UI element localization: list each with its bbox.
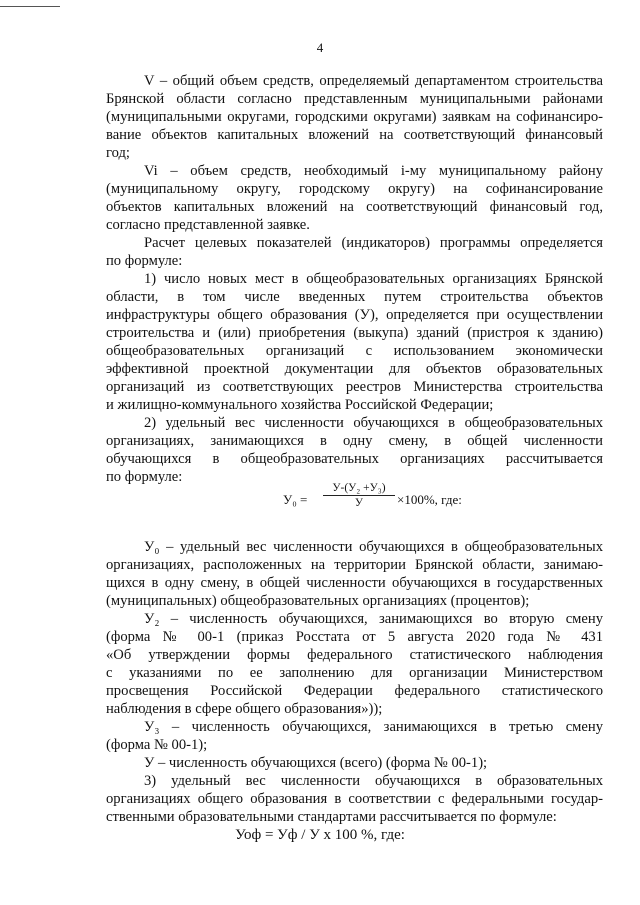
text-line: согласно представленной заявке. — [106, 217, 310, 233]
text-line: объектов капитальных вложений на соответствующий финансовый год, — [106, 199, 603, 215]
text-line: эффективной проектной документации для объектов образовательных — [106, 361, 603, 377]
text-line: V – общий объем средств, определяемый департаментом строительства — [144, 73, 603, 89]
text-line: Vi – объем средств, необходимый i-му муниципальному району — [144, 163, 603, 179]
text-line: щихся в одну смену, в общей численности обучающихся в государственных — [106, 575, 603, 591]
text-line: (форма № 00-1); — [106, 737, 208, 753]
header-rule — [0, 6, 60, 7]
text-line: организациях общего образования в соответствии с федеральными государ- — [106, 791, 603, 807]
text-line: Брянской области согласно представленным муниципальными районами — [106, 91, 603, 107]
text-line: по формуле: — [106, 253, 183, 269]
text-line: наблюдения в сфере общего образования»)); — [106, 701, 383, 717]
text-line: вание объектов капитальных вложений на соответствующий финансовый — [106, 127, 603, 143]
text-line: «Об утверждении формы федерального статистического наблюдения — [106, 647, 603, 663]
text-line: по формуле: — [106, 469, 183, 485]
text-line: У – численность обучающихся (всего) (форма № 00-1); — [144, 755, 488, 771]
text-line: Расчет целевых показателей (индикаторов) программы определяется — [144, 235, 603, 251]
formula-numerator: У-(У₂ +У₃) — [323, 482, 395, 496]
text-line: и жилищно-коммунального хозяйства Российской Федерации; — [106, 397, 494, 413]
text-line: (муниципальными округами, городскими округами) заявкам на софинансиро- — [106, 109, 603, 125]
text-line: (форма № 00-1 (приказ Росстата от 5 августа 2020 года № 431 — [106, 629, 603, 645]
text-line: год; — [106, 145, 130, 161]
text-line: У₂ – численность обучающихся, занимающихся во вторую смену — [144, 611, 603, 627]
text-line: У₀ – удельный вес численности обучающихся в общеобразовательных — [144, 539, 603, 555]
page-number: 4 — [316, 40, 324, 55]
formula-fraction — [323, 482, 395, 509]
text-line: (муниципальных) общеобразовательных организациях (процентов); — [106, 593, 530, 609]
text-line: 2) удельный вес численности обучающихся в общеобразовательных — [144, 415, 603, 431]
text-line: области, в том числе введенных путем строительства объектов — [106, 289, 603, 305]
formula-rhs: ×100%, где: — [397, 492, 462, 507]
text-line: инфраструктуры общего образования (У), определяется при осуществлении — [106, 307, 603, 323]
formula-lhs: У₀ = — [283, 492, 308, 507]
text-line: общеобразовательных организаций с использованием экономически — [106, 343, 603, 359]
text-line: строительства и (или) приобретения (выкупа) зданий (пристроя к зданию) — [106, 325, 603, 341]
text-line: ственными образовательными стандартами рассчитывается по формуле: — [106, 809, 557, 825]
text-line: (муниципальному округу, городскому округу) на софинансирование — [106, 181, 603, 197]
text-line: обучающихся в общеобразовательных организациях рассчитывается — [106, 451, 603, 467]
text-line: организациях, расположенных на территории Брянской области, занимаю- — [106, 557, 603, 573]
text-line: организациях, занимающихся в одну смену, в общей численности — [106, 433, 603, 449]
text-line: 3) удельный вес численности обучающихся в образовательных — [144, 773, 603, 789]
formula-denominator: У — [354, 497, 364, 509]
text-line: У₃ – численность обучающихся, занимающихся в третью смену — [144, 719, 603, 735]
text-line: организаций из соответствующих реестров Министерства строительства — [106, 379, 603, 395]
formula-fgos-share: Уоф = Уф / У х 100 %, где: — [235, 827, 405, 843]
text-line: 1) число новых мест в общеобразовательных организациях Брянской — [144, 271, 603, 287]
text-line: с указаниями по ее заполнению для организации Министерством — [106, 665, 603, 681]
text-line: просвещения Российской Федерации федерального статистического — [106, 683, 603, 699]
